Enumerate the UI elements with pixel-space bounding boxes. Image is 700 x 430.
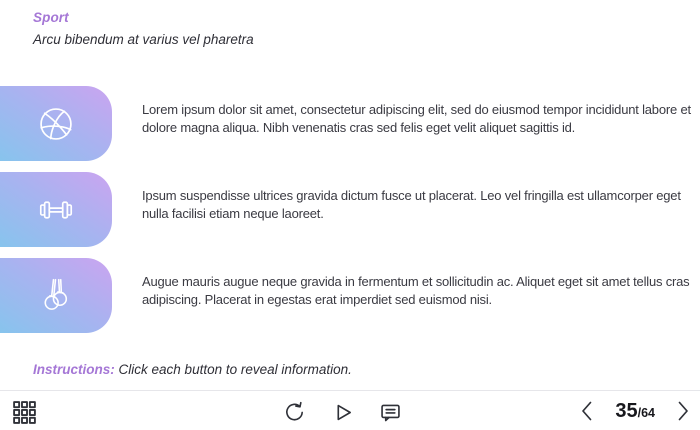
- instructions: [33, 362, 352, 377]
- replay-button[interactable]: [281, 399, 308, 426]
- reveal-row-sport-3: [0, 258, 698, 333]
- reveal-row-sport-2: [0, 172, 698, 247]
- player-toolbar: [0, 391, 700, 430]
- instructions-label: Instructions:: [33, 362, 115, 377]
- page-navigation: [576, 397, 694, 425]
- play-icon: [331, 401, 354, 424]
- comments-icon: [379, 401, 402, 424]
- page-total: 64: [641, 405, 655, 420]
- gymnastic-rings-icon: [35, 275, 77, 317]
- reveal-button-gymnastic-rings[interactable]: [0, 258, 112, 333]
- playback-controls: [281, 399, 404, 426]
- reveal-row-sport-1: [0, 86, 698, 161]
- reveal-text-2: Ipsum suspendisse ultrices gravida dictum fusce ut placerat. Leo vel fringilla est ullamcorper eget nulla facilisi etiam neque laoreet.: [142, 188, 681, 221]
- basketball-icon: [35, 103, 77, 145]
- comments-button[interactable]: [377, 399, 404, 426]
- play-button[interactable]: [329, 399, 356, 426]
- page-separator: /: [637, 405, 642, 420]
- chevron-left-icon: [578, 399, 596, 423]
- previous-slide-button[interactable]: [576, 397, 598, 425]
- dumbbell-icon: [35, 189, 77, 231]
- replay-icon: [283, 401, 306, 424]
- menu-grid-icon: [13, 401, 36, 424]
- reveal-button-dumbbell[interactable]: [0, 172, 112, 247]
- next-slide-button[interactable]: [672, 397, 694, 425]
- menu-button[interactable]: [11, 399, 38, 426]
- slide-subtitle: Arcu bibendum at varius vel pharetra: [33, 32, 254, 47]
- slide-title: Sport: [33, 10, 69, 25]
- instructions-text: Click each button to reveal information.: [118, 362, 352, 377]
- reveal-text-3: Augue mauris augue neque gravida in fermentum et sollicitudin ac. Aliquet eget sit amet tellus cras adipiscing. Placerat in egestas erat imperdiet sed euismod nisi.: [142, 274, 690, 307]
- page-current: 35: [615, 399, 638, 422]
- page-counter: [615, 400, 655, 423]
- reveal-button-basketball[interactable]: [0, 86, 112, 161]
- reveal-rows: [0, 86, 698, 333]
- slide-header: [33, 10, 254, 47]
- reveal-text-1: Lorem ipsum dolor sit amet, consectetur adipiscing elit, sed do eiusmod tempor incididunt labore et dolore magna aliqua. Nibh venenatis cras sed felis eget velit aliquet sagittis id.: [142, 102, 691, 135]
- chevron-right-icon: [674, 399, 692, 423]
